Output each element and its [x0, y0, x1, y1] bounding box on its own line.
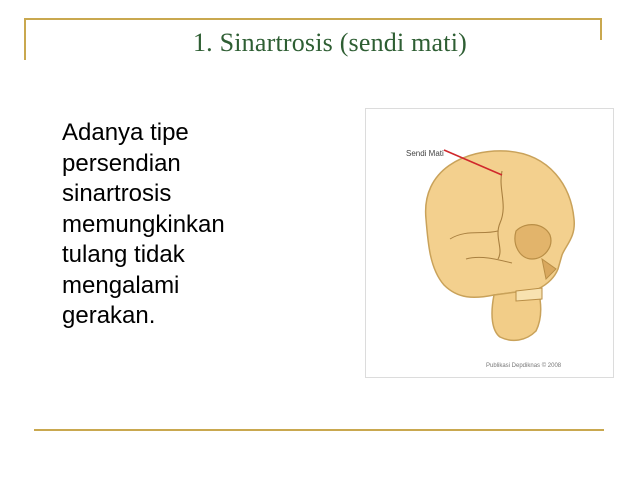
frame-left-rule: [24, 18, 26, 60]
sendi-mati-label: Sendi Mati: [406, 149, 444, 158]
image-credit: Publikasi Depdiknas © 2008: [486, 363, 562, 369]
body-text: [62, 118, 292, 332]
body-line: sinartrosis: [62, 180, 172, 207]
body-line: gerakan.: [62, 302, 156, 329]
frame-right-rule: [600, 18, 602, 40]
body-line: memungkinkan: [62, 210, 225, 238]
body-line: tulang tidak: [62, 241, 185, 268]
body-line: Adanya tipe: [62, 119, 189, 146]
body-line: mengalami: [62, 271, 180, 299]
skull-figure: [365, 108, 614, 378]
body-line: persendian: [62, 149, 181, 177]
frame-top-rule: [24, 18, 602, 20]
skull-eye-socket: [515, 225, 551, 259]
frame-bottom-rule: [34, 429, 604, 431]
skull-illustration: [366, 109, 613, 377]
slide-title: 1. Sinartrosis (sendi mati): [192, 28, 468, 57]
